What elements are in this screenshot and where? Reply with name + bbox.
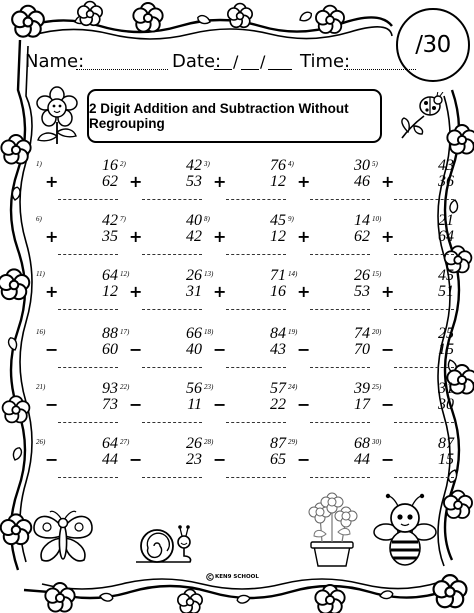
operator-sign: + bbox=[45, 172, 59, 191]
second-line bbox=[372, 342, 454, 358]
lady-bug-icon bbox=[394, 92, 446, 144]
answer-line[interactable] bbox=[226, 477, 286, 478]
answer-line[interactable] bbox=[142, 422, 202, 423]
second-line bbox=[36, 229, 118, 245]
operator-sign: − bbox=[129, 450, 143, 469]
time-field[interactable] bbox=[344, 69, 416, 70]
second-operand: 44 bbox=[354, 451, 370, 468]
problem-number: 29) bbox=[288, 438, 298, 446]
problem-25 bbox=[372, 381, 454, 437]
flower-pot-icon bbox=[300, 490, 364, 568]
first-operand: 57 bbox=[270, 380, 286, 397]
problem-14 bbox=[288, 268, 370, 324]
first-operand: 42 bbox=[102, 212, 118, 229]
second-line bbox=[120, 229, 202, 245]
problem-26 bbox=[36, 436, 118, 492]
problem-15 bbox=[372, 268, 454, 324]
second-operand: 40 bbox=[186, 341, 202, 358]
second-operand: 12 bbox=[270, 228, 286, 245]
answer-line[interactable] bbox=[226, 309, 286, 310]
problem-30 bbox=[372, 436, 454, 492]
operator-sign: − bbox=[381, 450, 395, 469]
answer-line[interactable] bbox=[226, 367, 286, 368]
operator-sign: + bbox=[213, 227, 227, 246]
score-label: /30 bbox=[415, 32, 451, 58]
date-month-field[interactable] bbox=[214, 69, 232, 70]
second-operand: 51 bbox=[438, 283, 454, 300]
problem-number: 6) bbox=[36, 215, 42, 223]
answer-line[interactable] bbox=[394, 254, 454, 255]
second-line bbox=[120, 452, 202, 468]
operator-sign: − bbox=[213, 340, 227, 359]
first-operand: 76 bbox=[270, 157, 286, 174]
operator-sign: − bbox=[297, 450, 311, 469]
first-operand: 39 bbox=[354, 380, 370, 397]
problem-9 bbox=[288, 213, 370, 269]
problem-number: 22) bbox=[120, 383, 130, 391]
answer-line[interactable] bbox=[394, 477, 454, 478]
problem-number: 20) bbox=[372, 328, 382, 336]
problem-19 bbox=[288, 326, 370, 382]
second-operand: 22 bbox=[270, 396, 286, 413]
second-operand: 64 bbox=[438, 228, 454, 245]
operator-sign: + bbox=[129, 172, 143, 191]
operator-sign: + bbox=[297, 282, 311, 301]
problem-number: 11) bbox=[36, 270, 45, 278]
operator-sign: − bbox=[381, 395, 395, 414]
second-line bbox=[36, 397, 118, 413]
name-label: Name: bbox=[25, 51, 85, 72]
operator-sign: + bbox=[297, 172, 311, 191]
operator-sign: − bbox=[213, 450, 227, 469]
second-operand: 62 bbox=[354, 228, 370, 245]
answer-line[interactable] bbox=[394, 422, 454, 423]
second-operand: 15 bbox=[438, 341, 454, 358]
problem-6 bbox=[36, 213, 118, 269]
second-line bbox=[204, 452, 286, 468]
problem-number: 1) bbox=[36, 160, 42, 168]
butterfly-icon bbox=[30, 508, 96, 570]
first-operand: 88 bbox=[102, 325, 118, 342]
problem-number: 27) bbox=[120, 438, 130, 446]
first-operand: 93 bbox=[102, 380, 118, 397]
second-line bbox=[120, 342, 202, 358]
first-operand: 31 bbox=[438, 380, 454, 397]
problem-number: 8) bbox=[204, 215, 210, 223]
second-operand: 35 bbox=[102, 228, 118, 245]
answer-line[interactable] bbox=[310, 254, 370, 255]
snail-icon bbox=[130, 522, 198, 568]
first-operand: 64 bbox=[102, 267, 118, 284]
answer-line[interactable] bbox=[58, 199, 118, 200]
problem-number: 12) bbox=[120, 270, 130, 278]
second-operand: 46 bbox=[354, 173, 370, 190]
second-line bbox=[204, 229, 286, 245]
date-day-field[interactable] bbox=[241, 69, 259, 70]
problem-4 bbox=[288, 158, 370, 214]
operator-sign: + bbox=[213, 172, 227, 191]
problem-number: 25) bbox=[372, 383, 382, 391]
second-operand: 70 bbox=[354, 341, 370, 358]
operator-sign: + bbox=[129, 282, 143, 301]
second-line bbox=[120, 284, 202, 300]
answer-line[interactable] bbox=[394, 199, 454, 200]
second-operand: 44 bbox=[102, 451, 118, 468]
answer-line[interactable] bbox=[310, 309, 370, 310]
first-operand: 14 bbox=[354, 212, 370, 229]
problem-3 bbox=[204, 158, 286, 214]
operator-sign: − bbox=[45, 450, 59, 469]
page-title: 2 Digit Addition and Subtraction Without Regrouping bbox=[89, 101, 349, 131]
answer-line[interactable] bbox=[310, 367, 370, 368]
second-operand: 31 bbox=[186, 283, 202, 300]
second-operand: 36 bbox=[438, 173, 454, 190]
bee-icon bbox=[372, 492, 438, 572]
operator-sign: − bbox=[45, 340, 59, 359]
problem-18 bbox=[204, 326, 286, 382]
problem-10 bbox=[372, 213, 454, 269]
second-line bbox=[288, 229, 370, 245]
answer-line[interactable] bbox=[394, 367, 454, 368]
second-line bbox=[204, 284, 286, 300]
answer-line[interactable] bbox=[142, 477, 202, 478]
problem-5 bbox=[372, 158, 454, 214]
problem-11 bbox=[36, 268, 118, 324]
second-line bbox=[120, 397, 202, 413]
problem-16 bbox=[36, 326, 118, 382]
flower-face-icon bbox=[32, 86, 82, 146]
problem-number: 21) bbox=[36, 383, 46, 391]
problem-number: 9) bbox=[288, 215, 294, 223]
second-line bbox=[36, 452, 118, 468]
problem-number: 15) bbox=[372, 270, 382, 278]
second-line bbox=[120, 174, 202, 190]
answer-line[interactable] bbox=[58, 367, 118, 368]
second-operand: 11 bbox=[187, 396, 202, 413]
title-box bbox=[87, 89, 382, 143]
second-operand: 23 bbox=[186, 451, 202, 468]
second-operand: 53 bbox=[354, 283, 370, 300]
date-label: Date: bbox=[172, 51, 222, 72]
problem-8 bbox=[204, 213, 286, 269]
operator-sign: − bbox=[129, 395, 143, 414]
first-operand: 21 bbox=[438, 212, 454, 229]
answer-line[interactable] bbox=[58, 309, 118, 310]
second-operand: 53 bbox=[186, 173, 202, 190]
problem-2 bbox=[120, 158, 202, 214]
problem-number: 16) bbox=[36, 328, 46, 336]
operator-sign: + bbox=[381, 172, 395, 191]
first-operand: 45 bbox=[438, 267, 454, 284]
operator-sign: + bbox=[45, 282, 59, 301]
problem-number: 4) bbox=[288, 160, 294, 168]
answer-line[interactable] bbox=[226, 199, 286, 200]
problem-20 bbox=[372, 326, 454, 382]
first-operand: 71 bbox=[270, 267, 286, 284]
second-line bbox=[36, 174, 118, 190]
second-operand: 73 bbox=[102, 396, 118, 413]
answer-line[interactable] bbox=[226, 254, 286, 255]
problem-28 bbox=[204, 436, 286, 492]
flower-icon bbox=[12, 6, 44, 37]
operator-sign: + bbox=[297, 227, 311, 246]
answer-line[interactable] bbox=[58, 477, 118, 478]
footer-brand: KEN9 SCHOOL bbox=[215, 574, 259, 580]
problem-number: 5) bbox=[372, 160, 378, 168]
problem-number: 24) bbox=[288, 383, 298, 391]
answer-line[interactable] bbox=[142, 309, 202, 310]
problem-number: 26) bbox=[36, 438, 46, 446]
time-label: Time: bbox=[300, 51, 351, 72]
problem-number: 19) bbox=[288, 328, 298, 336]
second-operand: 15 bbox=[438, 451, 454, 468]
problem-17 bbox=[120, 326, 202, 382]
answer-line[interactable] bbox=[310, 477, 370, 478]
second-line bbox=[372, 452, 454, 468]
second-line bbox=[372, 397, 454, 413]
operator-sign: + bbox=[381, 227, 395, 246]
second-operand: 43 bbox=[270, 341, 286, 358]
problem-number: 10) bbox=[372, 215, 382, 223]
first-operand: 74 bbox=[354, 325, 370, 342]
second-operand: 16 bbox=[270, 283, 286, 300]
first-operand: 26 bbox=[186, 267, 202, 284]
name-field[interactable] bbox=[76, 69, 168, 70]
second-line bbox=[288, 342, 370, 358]
second-line bbox=[372, 229, 454, 245]
problem-number: 30) bbox=[372, 438, 382, 446]
operator-sign: − bbox=[381, 340, 395, 359]
problem-29 bbox=[288, 436, 370, 492]
second-line bbox=[36, 342, 118, 358]
second-line bbox=[288, 452, 370, 468]
first-operand: 40 bbox=[186, 212, 202, 229]
problem-1 bbox=[36, 158, 118, 214]
second-operand: 60 bbox=[102, 341, 118, 358]
operator-sign: − bbox=[213, 395, 227, 414]
answer-line[interactable] bbox=[142, 254, 202, 255]
answer-line[interactable] bbox=[394, 309, 454, 310]
second-operand: 65 bbox=[270, 451, 286, 468]
second-line bbox=[288, 397, 370, 413]
operator-sign: + bbox=[129, 227, 143, 246]
first-operand: 66 bbox=[186, 325, 202, 342]
answer-line[interactable] bbox=[310, 199, 370, 200]
problem-7 bbox=[120, 213, 202, 269]
problem-13 bbox=[204, 268, 286, 324]
second-line bbox=[204, 174, 286, 190]
second-operand: 12 bbox=[102, 283, 118, 300]
problem-23 bbox=[204, 381, 286, 437]
second-line bbox=[372, 174, 454, 190]
first-operand: 87 bbox=[270, 435, 286, 452]
score-circle bbox=[396, 8, 470, 82]
problem-number: 7) bbox=[120, 215, 126, 223]
problem-number: 2) bbox=[120, 160, 126, 168]
first-operand: 42 bbox=[186, 157, 202, 174]
first-operand: 25 bbox=[438, 325, 454, 342]
second-operand: 12 bbox=[270, 173, 286, 190]
first-operand: 45 bbox=[270, 212, 286, 229]
problem-number: 13) bbox=[204, 270, 214, 278]
answer-line[interactable] bbox=[142, 367, 202, 368]
first-operand: 26 bbox=[354, 267, 370, 284]
second-line bbox=[36, 284, 118, 300]
answer-line[interactable] bbox=[310, 422, 370, 423]
date-separator: / bbox=[260, 52, 266, 71]
second-operand: 62 bbox=[102, 173, 118, 190]
date-year-field[interactable] bbox=[268, 69, 292, 70]
operator-sign: + bbox=[45, 227, 59, 246]
problem-number: 3) bbox=[204, 160, 210, 168]
problem-number: 28) bbox=[204, 438, 214, 446]
first-operand: 64 bbox=[102, 435, 118, 452]
problem-21 bbox=[36, 381, 118, 437]
operator-sign: − bbox=[129, 340, 143, 359]
problem-number: 14) bbox=[288, 270, 298, 278]
second-operand: 30 bbox=[438, 396, 454, 413]
answer-line[interactable] bbox=[58, 254, 118, 255]
problem-22 bbox=[120, 381, 202, 437]
answer-line[interactable] bbox=[226, 422, 286, 423]
first-operand: 26 bbox=[186, 435, 202, 452]
problem-12 bbox=[120, 268, 202, 324]
operator-sign: − bbox=[297, 340, 311, 359]
first-operand: 56 bbox=[186, 380, 202, 397]
operator-sign: − bbox=[297, 395, 311, 414]
problem-24 bbox=[288, 381, 370, 437]
first-operand: 68 bbox=[354, 435, 370, 452]
second-line bbox=[372, 284, 454, 300]
answer-line[interactable] bbox=[142, 199, 202, 200]
first-operand: 16 bbox=[102, 157, 118, 174]
operator-sign: + bbox=[381, 282, 395, 301]
first-operand: 30 bbox=[354, 157, 370, 174]
problem-number: 18) bbox=[204, 328, 214, 336]
operator-sign: − bbox=[45, 395, 59, 414]
second-operand: 17 bbox=[354, 396, 370, 413]
second-operand: 42 bbox=[186, 228, 202, 245]
problem-number: 23) bbox=[204, 383, 214, 391]
copyright-icon bbox=[206, 573, 214, 581]
first-operand: 43 bbox=[438, 157, 454, 174]
problem-number: 17) bbox=[120, 328, 130, 336]
date-separator: / bbox=[233, 52, 239, 71]
operator-sign: + bbox=[213, 282, 227, 301]
second-line bbox=[204, 342, 286, 358]
first-operand: 84 bbox=[270, 325, 286, 342]
problem-27 bbox=[120, 436, 202, 492]
first-operand: 87 bbox=[438, 435, 454, 452]
second-line bbox=[288, 284, 370, 300]
second-line bbox=[204, 397, 286, 413]
second-line bbox=[288, 174, 370, 190]
answer-line[interactable] bbox=[58, 422, 118, 423]
